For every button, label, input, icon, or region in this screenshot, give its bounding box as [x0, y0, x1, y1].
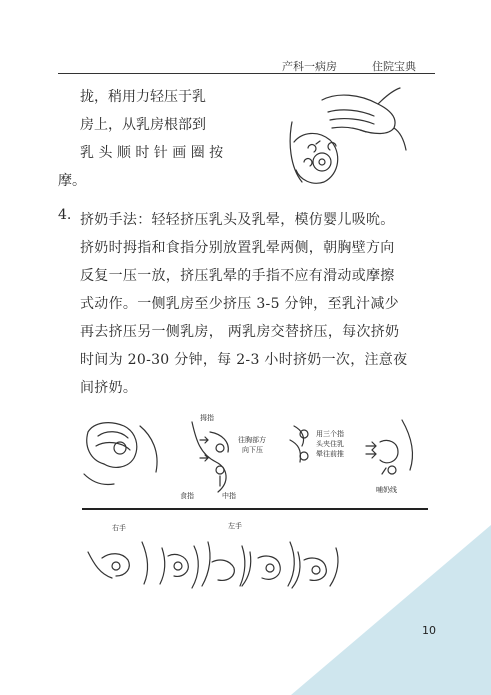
figure-label-right-hand: 右手	[112, 524, 126, 532]
list-number: 4.	[58, 207, 72, 223]
figure-label-three-fingers-3: 晕往前推	[316, 450, 344, 458]
paragraph-line: 时间为 20-30 分钟，每 2-3 小时挤奶一次，注意夜	[80, 352, 408, 368]
paragraph-line: 乳 头 顺 时 针 画 圈 按	[80, 145, 224, 161]
header-book-title: 住院宝典	[372, 60, 416, 73]
paragraph-line: 反复一压一放，挤压乳晕的手指不应有滑动或摩擦	[80, 268, 395, 284]
figure-label-index-finger: 食指	[180, 492, 194, 500]
header-rule	[58, 73, 435, 74]
paragraph-line: 挤奶时拇指和食指分别放置乳晕两侧，朝胸壁方向	[80, 240, 395, 256]
figure-label-middle-finger: 中指	[222, 492, 236, 500]
paragraph-line: 房上，从乳房根部到	[80, 117, 206, 133]
paragraph-line: 拢，稍用力轻压于乳	[80, 89, 206, 105]
paragraph-line: 再去挤压另一侧乳房， 两乳房交替挤压，每次挤奶	[80, 324, 400, 340]
paragraph-line: 间挤奶。	[80, 380, 138, 396]
breast-massage-illustration	[282, 82, 414, 200]
header-section: 产科一病房	[282, 60, 337, 73]
figure-label-push-chest: 往胸部方	[238, 436, 266, 444]
figure-label-three-fingers-1: 用三个指	[316, 430, 344, 438]
paragraph-line: 摩。	[58, 173, 86, 189]
corner-triangle	[291, 525, 491, 695]
paragraph-line: 式动作。一侧乳房至少挤压 3-5 分钟，至乳汁减少	[80, 296, 399, 312]
figure-label-press-down: 向下压	[242, 446, 263, 454]
figure-divider	[82, 508, 428, 510]
figure-label-thumb: 拇指	[200, 414, 214, 422]
page-number: 10	[422, 624, 436, 637]
figure-label-left-hand: 左手	[228, 522, 242, 530]
figure-label-milk-line: 哺奶线	[376, 486, 397, 494]
page-header	[0, 0, 491, 80]
corner-decoration	[291, 525, 491, 695]
expression-technique-illustration	[80, 412, 425, 502]
paragraph-line: 挤奶手法：轻轻挤压乳头及乳晕，模仿婴儿吸吮。	[80, 212, 395, 228]
figure-label-three-fingers-2: 头夹住乳	[316, 440, 344, 448]
